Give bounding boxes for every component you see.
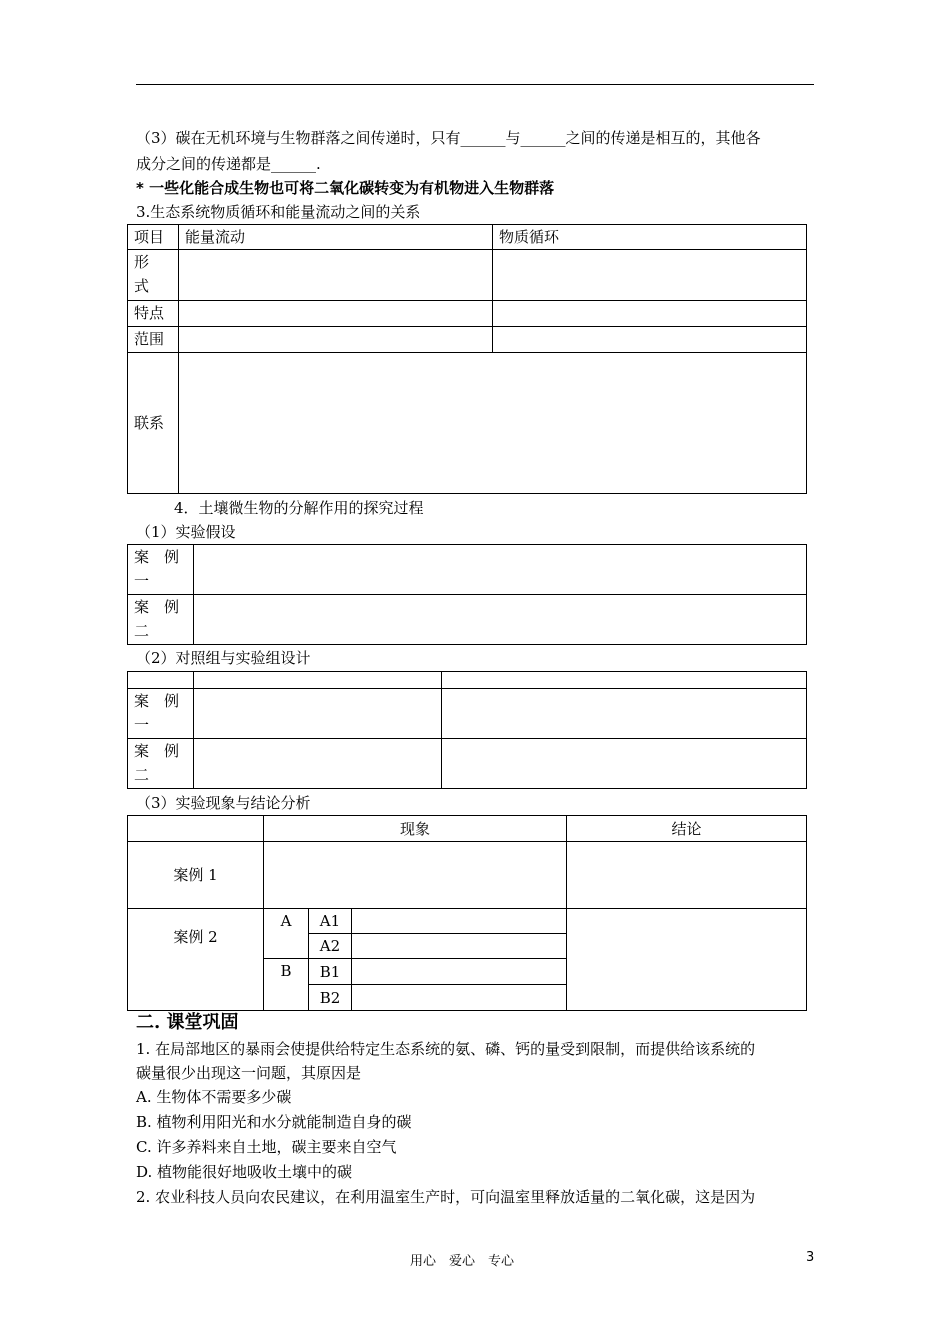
- relation-cell-form-matter: [493, 250, 807, 301]
- q1-option-d: D. 植物能很好地吸收土壤中的碳: [136, 1163, 353, 1181]
- results-subgroup-b1: B1: [309, 959, 352, 985]
- q1-option-b: B. 植物利用阳光和水分就能制造自身的碳: [136, 1113, 412, 1131]
- design-cell-one-experiment: [442, 689, 807, 739]
- footer-motto: 用心 爱心 专心: [410, 1254, 515, 1269]
- q1-option-a: A. 生物体不需要多少碳: [136, 1088, 292, 1106]
- design-cell-two-control: [194, 739, 442, 789]
- section3-line2: 成分之间的传递都是______.: [136, 155, 321, 173]
- relation-row-form-1: 形: [134, 253, 150, 271]
- results-group-a: A: [264, 909, 309, 959]
- relation-row-form-2: 式: [134, 277, 150, 295]
- results-header-conclusion: 结论: [567, 816, 807, 842]
- results-subgroup-a2: A2: [309, 934, 352, 959]
- soil-sub2: （2）对照组与实验组设计: [136, 649, 311, 667]
- design-header-experiment: [442, 672, 807, 689]
- q1-option-c: C. 许多养料来自土地，碳主要来自空气: [136, 1138, 397, 1156]
- relation-cell-feature-matter: [493, 301, 807, 327]
- relation-table: [127, 224, 807, 494]
- consolidate-heading: 二. 课堂巩固: [136, 1012, 239, 1033]
- relation-header-matter: 物质循环: [493, 225, 807, 250]
- results-b2-phenomenon: [352, 985, 567, 1011]
- soil-sub1: （1）实验假设: [136, 523, 236, 541]
- relation-header-item: 项目: [128, 225, 179, 250]
- results-header-phenomenon: 现象: [264, 816, 567, 842]
- design-case-two: 案 例 二: [128, 739, 194, 789]
- results-table: [127, 815, 807, 1011]
- relation-cell-range-energy: [179, 327, 493, 353]
- page-number: 3: [806, 1250, 815, 1265]
- header-rule: [136, 84, 814, 85]
- hypothesis-case-one: 案 例 一: [128, 545, 194, 595]
- hypothesis-table: [127, 544, 807, 645]
- results-a1-phenomenon: [352, 909, 567, 934]
- relation-cell-range-matter: [493, 327, 807, 353]
- relation-title: 3.生态系统物质循环和能量流动之间的关系: [136, 203, 421, 221]
- results-case2: 案例 2: [128, 909, 264, 1011]
- results-group-b: B: [264, 959, 309, 1011]
- results-case1: 案例 1: [128, 842, 264, 909]
- design-case-one: 案 例 一: [128, 689, 194, 739]
- relation-row-link: 联系: [128, 353, 179, 494]
- q1-line2: 碳量很少出现这一问题，其原因是: [136, 1064, 362, 1082]
- hypothesis-cell-two: [194, 595, 807, 645]
- results-case1-conclusion: [567, 842, 807, 909]
- section3-line1: （3）碳在无机环境与生物群落之间传递时，只有______与______之间的传递是相互的，其他各: [136, 129, 761, 147]
- soil-sub3: （3）实验现象与结论分析: [136, 794, 311, 812]
- section3-note: * 一些化能合成生物也可将二氧化碳转变为有机物进入生物群落: [136, 179, 555, 197]
- relation-header-energy: 能量流动: [179, 225, 493, 250]
- results-header-blank: [128, 816, 264, 842]
- hypothesis-case-two: 案 例 二: [128, 595, 194, 645]
- results-b1-phenomenon: [352, 959, 567, 985]
- results-subgroup-b2: B2: [309, 985, 352, 1011]
- soil-title: 4．土壤微生物的分解作用的探究过程: [174, 499, 424, 517]
- relation-row-feature: 特点: [128, 301, 179, 327]
- design-header-blank: [128, 672, 194, 689]
- design-table: [127, 671, 807, 789]
- design-cell-two-experiment: [442, 739, 807, 789]
- hypothesis-cell-one: [194, 545, 807, 595]
- relation-cell-link: [179, 353, 807, 494]
- relation-cell-feature-energy: [179, 301, 493, 327]
- results-case1-phenomenon: [264, 842, 567, 909]
- results-subgroup-a1: A1: [309, 909, 352, 934]
- results-case2-conclusion: [567, 909, 807, 1011]
- q2-line1: 2. 农业科技人员向农民建议，在利用温室生产时，可向温室里释放适量的二氧化碳，这是因为: [136, 1188, 756, 1206]
- design-cell-one-control: [194, 689, 442, 739]
- relation-row-form: [128, 250, 179, 301]
- relation-row-range: 范围: [128, 327, 179, 353]
- results-a2-phenomenon: [352, 934, 567, 959]
- q1-line1: 1. 在局部地区的暴雨会使提供给特定生态系统的氨、磷、钙的量受到限制，而提供给该系统的: [136, 1040, 756, 1058]
- design-header-control: [194, 672, 442, 689]
- relation-cell-form-energy: [179, 250, 493, 301]
